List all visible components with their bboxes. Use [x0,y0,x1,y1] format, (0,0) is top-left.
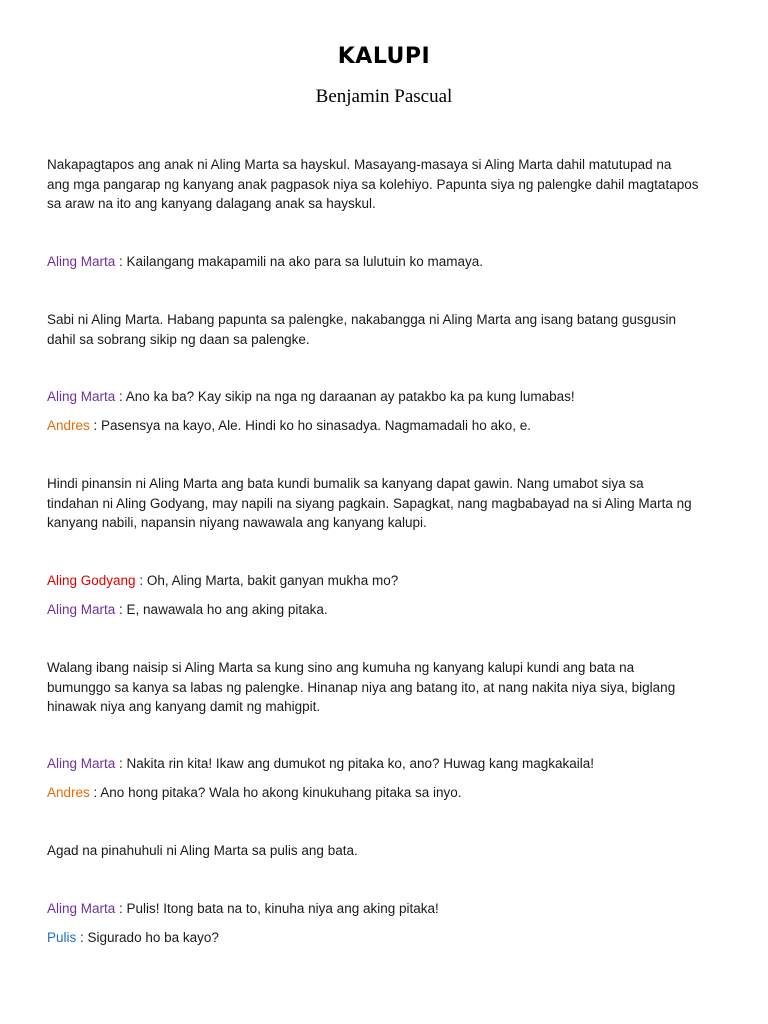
paragraph-line: hinawak niya ang kanyang damit ng mahigpit. [47,699,321,714]
speaker-separator: : [115,756,127,771]
paragraph-line: Nakapagtapos ang anak ni Aling Marta sa hayskul. Masayang-masaya si Aling Marta dahil matutupad na [47,157,672,172]
dialogue-text: Sigurado ho ba kayo? [87,930,219,945]
dialogue-text: Pulis! Itong bata na to, kinuha niya ang aking pitaka! [126,901,439,916]
dialogue-text: E, nawawala ho ang aking pitaka. [126,602,328,617]
dialogue-line [47,571,737,591]
paragraph-line: kanyang nabili, napansin niyang nawawala ang kanyang kalupi. [47,515,427,530]
dialogue-line [47,387,737,407]
speaker-separator: : [89,785,101,800]
speaker-separator: : [115,254,127,269]
paragraph-line: tindahan ni Aling Godyang, may napili na siyang pagkain. Sapagkat, nang magbabayad na si Aling Marta ng [47,495,692,511]
dialogue-text: Kailangang makapamili na ako para sa lulutuin ko mamaya. [126,254,483,269]
speaker-separator: : [135,573,147,588]
paragraph-line: dahil sa sobrang sikip ng daan sa palengke. [47,331,310,347]
speaker-name: Aling Marta [47,901,116,916]
speaker-name: Aling Marta [47,389,116,404]
document-author: Benjamin Pascual [315,86,453,107]
speaker-name: Aling Godyang [47,573,136,588]
dialogue-line [47,754,737,774]
dialogue-line [47,416,737,436]
dialogue-text: Oh, Aling Marta, bakit ganyan mukha mo? [146,573,399,588]
document-title: KALUPI [337,44,431,69]
dialogue-text: Ano hong pitaka? Wala ho akong kinukuhang pitaka sa inyo. [100,785,462,800]
dialogue-text: Ano ka ba? Kay sikip na nga ng daraanan ay patakbo ka pa kung lumabas! [125,389,575,404]
speaker-name: Aling Marta [47,602,116,617]
dialogue-text: Nakita rin kita! Ikaw ang dumukot ng pitaka ko, ano? Huwag kang magkakaila! [126,756,595,771]
speaker-separator: : [115,389,126,404]
dialogue-line [47,252,737,272]
paragraph-line: Agad na pinahuhuli ni Aling Marta sa pulis ang bata. [47,843,358,858]
dialogue-line [47,600,737,620]
dialogue-line [47,928,737,948]
speaker-name: Andres [47,785,90,800]
dialogue-line [47,899,737,919]
dialogue-text: Pasensya na kayo, Ale. Hindi ko ho sinasadya. Nagmamadali ho ako, e. [101,418,532,433]
speaker-separator: : [115,602,127,617]
speaker-name: Andres [47,418,90,433]
paragraph-line: bumunggo sa kanya sa labas ng palengke. Hinanap niya ang batang ito, at nang nakita niya siya, biglang [47,679,676,695]
speaker-name: Aling Marta [47,254,116,269]
paragraph-line: Hindi pinansin ni Aling Marta ang bata kundi bumalik sa kanyang dapat gawin. Nang umabot siya sa [47,476,644,491]
speaker-separator: : [89,418,102,433]
speaker-name: Pulis [47,930,77,945]
paragraph-line: sa araw na ito ang kanyang dalagang anak sa hayskul. [47,196,376,211]
paragraph-line: ang mga pangarap ng kanyang anak pagpasok niya sa kolehiyo. Papunta siya ng palengke dahil magtatapos [47,176,699,192]
speaker-name: Aling Marta [47,756,116,771]
paragraph-line: Walang ibang naisip si Aling Marta sa kung sino ang kumuha ng kanyang kalupi kundi ang bata na [47,660,635,675]
speaker-separator: : [76,930,88,945]
paragraph-line: Sabi ni Aling Marta. Habang papunta sa palengke, nakabangga ni Aling Marta ang isang batang gusgusin [47,312,676,327]
speaker-separator: : [115,901,127,916]
dialogue-line [47,783,737,803]
